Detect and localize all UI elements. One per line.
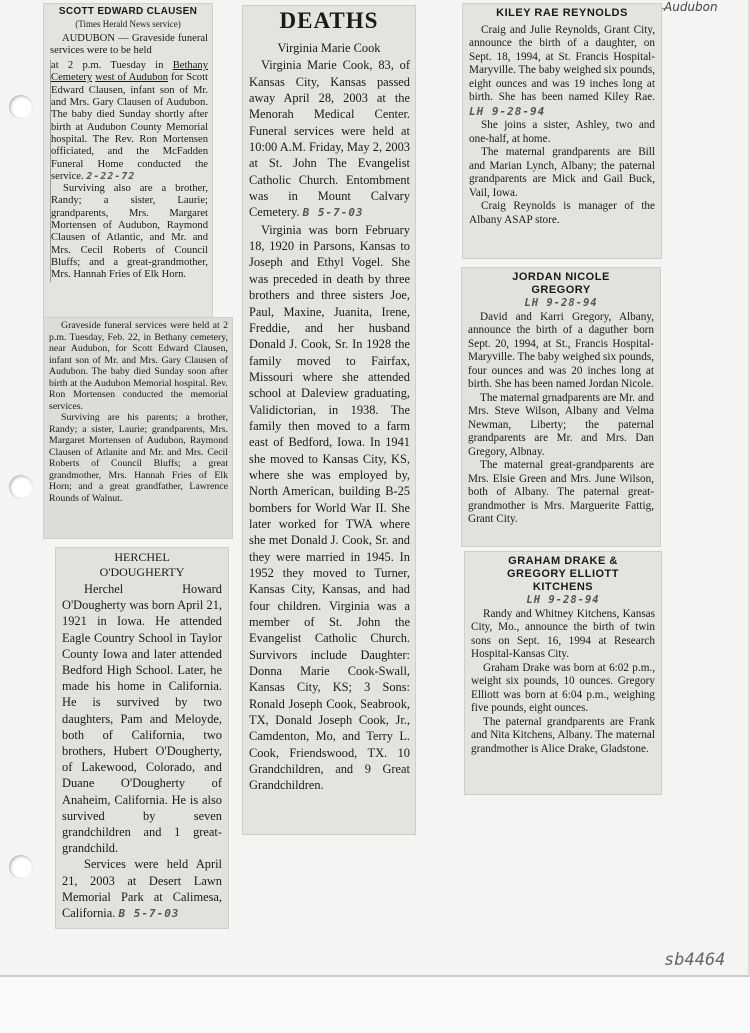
kitchens-clipping bbox=[465, 552, 661, 794]
sheet-id: sb4464 bbox=[664, 950, 726, 970]
deaths-paragraph-2: Virginia was born February 18, 1920 in Parsons, Kansas to Joseph and Ethyl Vogel. She was preceded in death by three brothers and three sisters Joe, Paul, Maxine, Juanita, Irene, Freddie, and her husband Donald J. Cook, Sr. In 1928 the family moved to Fairfax, Missouri where she attended school at Daleview graduating, Validictorian, in 1938. The family then moved to a farm east of Bedford, Iowa. In 1941 she moved to Kansas City, KS, where she was employed by, North American, building B-25 bombers for World War II. She later worked for TWA where she met Donald J. Cook, Sr. and they were married in 1945. In 1952 they moved to Turner, Kansas City, Kansas, and had four children. Virginia was a member of St. John the Evangelist Catholic Church. Survivors include Daughter: Donna Marie Cook-Swall, Kansas City, KS; 3 Sons: Ronald Joseph Cook, Seabrook, TX, Donald Joseph Cook, Jr., Camdenton, Mo, and Terry L. Cook, Friendswood, TX. 10 Grandchildren, and 9 Great Grandchildren. bbox=[249, 222, 410, 793]
clausen-header: SCOTT EDWARD CLAUSEN bbox=[58, 6, 198, 17]
clausen-paragraph-2: Surviving also are a brother, Randy; a sister, Laurie; grandparents, Mrs. Margaret Mortensen of Audubon, Raymond Clausen of Atlantic, and Mr. and Mrs. Cecil Roberts of Council Bluffs; and a great-grandmother, Mrs. Hannah Fries of Elk Horn. bbox=[51, 183, 208, 281]
clausen-date-note: 2-22-72 bbox=[86, 170, 136, 182]
clausen-underlined-cemetery: Bethany Cemetery bbox=[51, 60, 208, 84]
kiley-paragraph-1 bbox=[469, 24, 655, 120]
jordan-clipping bbox=[462, 268, 660, 546]
jordan-header-first: JORDAN NICOLE bbox=[512, 271, 610, 283]
clausen-clipping-second bbox=[44, 318, 232, 538]
clausen-paragraph-1 bbox=[50, 60, 208, 183]
odougherty-date-note: B 5-7-03 bbox=[118, 907, 180, 921]
kiley-clipping bbox=[463, 4, 661, 258]
binder-hole bbox=[9, 95, 33, 119]
kiley-paragraph-4: Craig Reynolds is manager of the Albany ASAP store. bbox=[469, 200, 655, 226]
binder-hole bbox=[9, 855, 33, 879]
deaths-date-note: B 5-7-03 bbox=[302, 206, 364, 220]
clausen-paragraph-3: Graveside funeral services were held at 2 p.m. Tuesday, Feb. 22, in Bethany cemetery, near Audubon, for Scott Edward Clausen, infant son of Mr. and Mrs. Gary Clausen of Audubon. The baby died Sunday soon after birth at the Audubon Memorial hospital. Rev. Ron Mortensen conducted the memorial services. bbox=[49, 320, 228, 412]
deaths-clipping bbox=[243, 6, 415, 834]
kitchens-paragraph-1: Randy and Whitney Kitchens, Kansas City, Mo., announce the birth of twin sons on Sept. 16, 1994 at Research Hospital-Kansas City. bbox=[471, 607, 655, 660]
kiley-paragraph-2: She joins a sister, Ashley, two and one-half, at home. bbox=[469, 119, 655, 145]
odougherty-paragraph-2 bbox=[62, 856, 222, 922]
deaths-paragraph-1 bbox=[249, 57, 410, 221]
odougherty-paragraph-1: Herchel Howard O'Dougherty was born April 21, 1921 in Iowa. He attended Eagle Country School in Taylor County Iowa and later attended Bedford High School. Later, he made his home in California. He is survived by two daughters, Pam and Meloyde, both of California, two brothers, Hubert O'Dougherty, of Lakewood, Colorado, and Duane O'Dougherty of Anaheim, California. He is also survived by seven grandchildren and 1 great-grandchild. bbox=[62, 582, 222, 856]
clausen-underlined-location: west of Audubon bbox=[95, 72, 169, 84]
kiley-text: Craig and Julie Reynolds, Grant City, announce the birth of a daughter, on Sept. 18, 1994, at St. Francis Hospital-Maryville. The baby weighed six pounds, eight ounces and was 19 inches long at birth. She has been named Kiley Rae. bbox=[469, 23, 655, 103]
kiley-date-note: LH 9-28-94 bbox=[469, 104, 546, 118]
jordan-header-last: GREGORY bbox=[531, 284, 591, 296]
deaths-title: DEATHS bbox=[279, 8, 379, 33]
clausen-paragraph-4: Surviving are his parents; a brother, Randy; a sister, Laurie; grandparents, Mrs. Margaret Mortensen of Audubon, Raymond Clausen of Atlanite and Mr. and Mrs. Cecil Roberts of Council Bluffs; a great grandmother, Mrs. Hannah Fries of Elk Horn; and a great grandfather, Lawrence Rounds of Walnut. bbox=[49, 412, 228, 504]
clausen-text: for Scott Edward Clausen, infant son of Mr. and Mrs. Gary Clausen of Audubon. The baby died Sunday shortly after birth at Audubon County Memorial hospital. The Rev. Ron Mortensen officiated, and the McFadden Funeral Home conducted the service. bbox=[51, 72, 208, 182]
odougherty-clipping bbox=[56, 548, 228, 928]
jordan-paragraph-1: David and Karri Gregory, Albany, announce the birth of a daguther born Sept. 20, 1994, at St., Francis Hospital-Maryville. The baby weighed six pounds, four ounces and was 20 inches long at birth. She has been named Jordan Nicole. bbox=[468, 310, 654, 390]
kiley-header: KILEY RAE REYNOLDS bbox=[496, 7, 628, 19]
kitchens-date-note: LH 9-28-94 bbox=[526, 594, 600, 606]
jordan-date-note: LH 9-28-94 bbox=[524, 297, 598, 309]
kitchens-header-line-2: GREGORY ELLIOTT bbox=[506, 568, 619, 580]
kitchens-header-line-3: KITCHENS bbox=[532, 581, 594, 593]
clausen-lead: AUDUBON — Graveside funeral services were to be held bbox=[50, 32, 208, 56]
corner-note: Audubon bbox=[664, 0, 718, 14]
kiley-paragraph-3: The maternal grandparents are Bill and Marian Lynch, Albany; the paternal grandparents are Mick and Gail Buck, Vail, Iowa. bbox=[469, 146, 655, 199]
odougherty-services-text: Services were held April 21, 2003 at Desert Lawn Memorial Park at Calimesa, California. bbox=[62, 857, 222, 921]
deaths-name: Virginia Marie Cook bbox=[277, 41, 381, 55]
odougherty-header-first: HERCHEL bbox=[114, 550, 170, 564]
deaths-text: Virginia Marie Cook, 83, of Kansas City, Kansas passed away April 28, 2003 at the Menorah Medical Center. Funeral services were held at 10:00 A.M. Friday, May 2, 2003 at St. John The Evangelist Catholic Church. Entombment was in Mount Calvary Cemetery. bbox=[249, 58, 410, 220]
odougherty-header-last: O'DOUGHERTY bbox=[99, 565, 185, 579]
clausen-source: (Times Herald News service) bbox=[75, 19, 181, 30]
jordan-paragraph-2: The maternal grnadparents are Mr. and Mrs. Steve Wilson, Albany and Velma Newman, Liberty; the paternal grandparents are Mr. and Mrs. Dan Gregory, Albnay. bbox=[468, 391, 654, 458]
kitchens-header-line-1: GRAHAM DRAKE & bbox=[508, 555, 618, 567]
jordan-paragraph-3: The maternal great-grandparents are Mrs. Elsie Green and Mrs. June Wilson, both of Albany. The paternal great-grandmother is Mrs. Marguerite Fattig, Grant City. bbox=[468, 459, 654, 525]
clausen-text: at 2 p.m. Tuesday in bbox=[51, 60, 173, 72]
clausen-clipping bbox=[44, 4, 212, 318]
kitchens-paragraph-2: Graham Drake was born at 6:02 p.m., weight six pounds, 10 ounces. Gregory Elliott was born at 6:04 p.m., weighing five pounds, eight ounces. bbox=[471, 661, 655, 714]
kitchens-paragraph-3: The paternal grandparents are Frank and Nita Kitchens, Albany. The maternal grandmother is Alice Drake, Gladstone. bbox=[471, 715, 655, 755]
binder-hole bbox=[9, 475, 33, 499]
